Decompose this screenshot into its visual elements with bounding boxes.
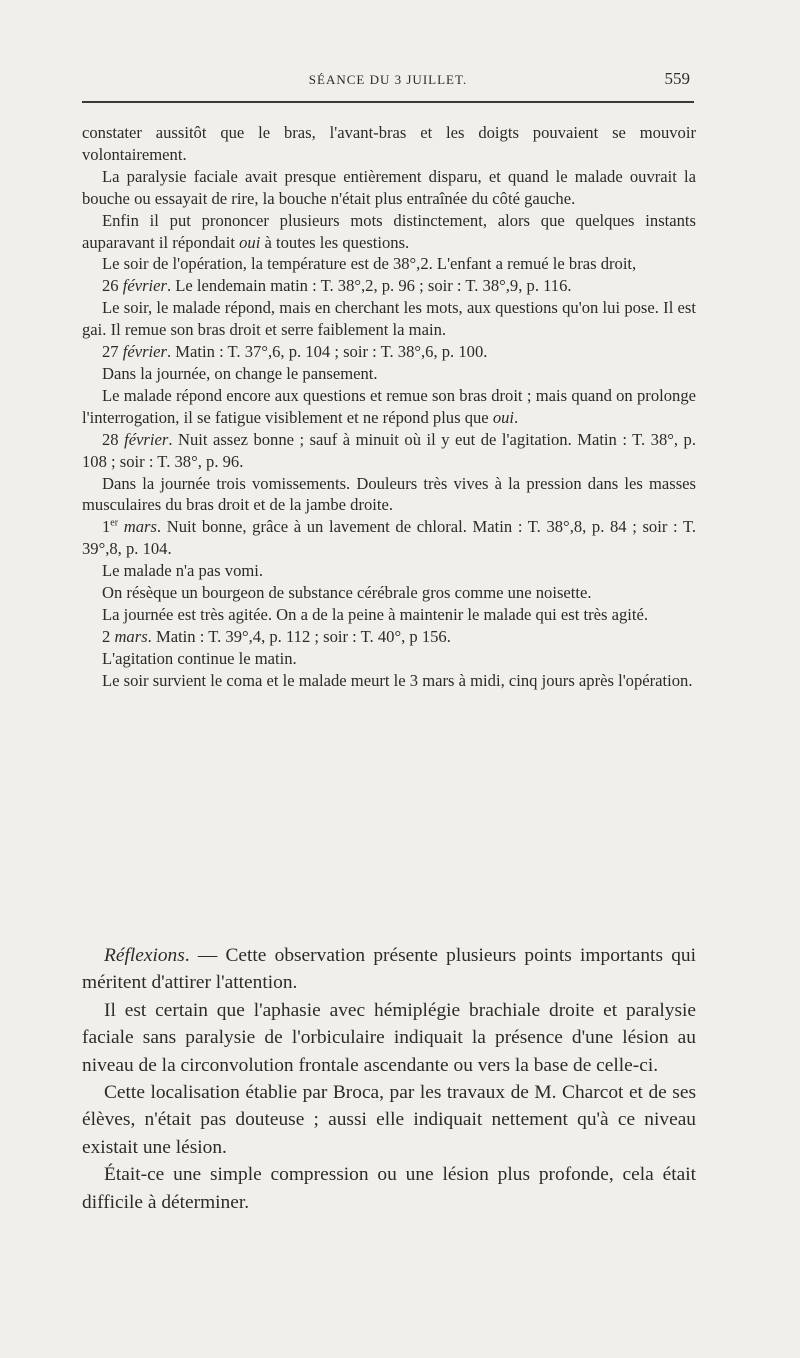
paragraph: Dans la journée, on change le pansement. (102, 363, 378, 383)
paragraph: Cette localisation établie par Broca, par les travaux de M. Charcot et de ses élèves, n'était pas douteuse ; aussi elle indiquait nettement qu'à ce niveau existait une lésion. (82, 1082, 696, 1158)
dated-entry: 1er mars. Nuit bonne, grâce à un lavement de chloral. Matin : T. 38°,8, p. 84 ; soir : T. 39°,8, p. 104. (82, 517, 696, 559)
paragraph: Le malade n'a pas vomi. (102, 561, 264, 581)
dated-entry: 27 février. Matin : T. 37°,6, p. 104 ; soir : T. 38°,6, p. 100. (102, 342, 488, 362)
paragraph: Le soir, le malade répond, mais en cherchant les mots, aux questions qu'on lui pose. Il est gai. Il remue son bras droit et serre faiblement la main. (82, 298, 696, 340)
paragraph: La paralysie faciale avait presque entièrement disparu, et quand le malade ouvrait la bouche ou essayait de rire, la bouche n'était plus entraînée du côté gauche. (82, 166, 696, 208)
paragraph: Le soir survient le coma et le malade meurt le 3 mars à midi, cinq jours après l'opération. (102, 670, 693, 690)
running-title: SÉANCE DU 3 JUILLET. (308, 72, 468, 87)
paragraph: Dans la journée trois vomissements. Douleurs très vives à la pression dans les masses musculaires du bras droit et de la jambe droite. (82, 473, 696, 515)
paragraph: L'agitation continue le matin. (102, 648, 297, 668)
paragraph: Il est certain que l'aphasie avec hémiplégie brachiale droite et paralysie faciale sans paralysie de l'orbiculaire indiquait la présence d'une lésion au niveau de la circonvolution frontale ascendante ou vers la base de celle-ci. (82, 999, 696, 1076)
paragraph: Était-ce une simple compression ou une lésion plus profonde, cela était difficile à déterminer. (82, 1164, 696, 1213)
paragraph: La journée est très agitée. On a de la peine à maintenir le malade qui est très agité. (102, 604, 648, 624)
paragraph: Le malade répond encore aux questions et remue son bras droit ; mais quand on prolonge l'interrogation, il se fatigue visiblement et ne répond plus que oui. (82, 385, 696, 427)
dated-entry: 26 février. Le lendemain matin : T. 38°,2, p. 96 ; soir : T. 38°,9, p. 116. (102, 276, 572, 296)
paragraph: constater aussitôt que le bras, l'avant-bras et les doigts pouvaient se mouvoir volontairement. (82, 123, 696, 164)
dated-entry: 2 mars. Matin : T. 39°,4, p. 112 ; soir : T. 40°, p 156. (102, 626, 451, 646)
case-observation-text (82, 122, 696, 692)
paragraph: Le soir de l'opération, la température est de 38°,2. L'enfant a remué le bras droit, (102, 254, 637, 274)
reflections-text (82, 942, 696, 1216)
dated-entry: 28 février. Nuit assez bonne ; sauf à minuit où il y eut de l'agitation. Matin : T. 38°, p. 108 ; soir : T. 38°, p. 96. (82, 429, 696, 471)
paragraph: On résèque un bourgeon de substance cérébrale gros comme une noisette. (102, 583, 592, 603)
header-rule (82, 101, 694, 103)
page-header (82, 69, 694, 96)
reflections-heading: Réflexions (104, 945, 185, 966)
page-number: 559 (664, 69, 690, 88)
paragraph: Enfin il put prononcer plusieurs mots distinctement, alors que quelques instants auparavant il répondait oui à toutes les questions. (82, 210, 696, 252)
paragraph: Réflexions. — Cette observation présente plusieurs points importants qui méritent d'attirer l'attention. (82, 945, 696, 994)
